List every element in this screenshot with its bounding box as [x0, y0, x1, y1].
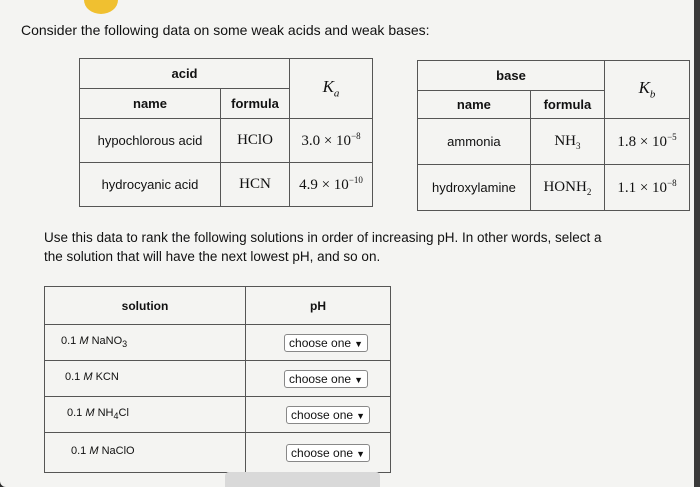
acid-table [79, 58, 373, 207]
instructions-line-1: Use this data to rank the following solutions in order of increasing pH. In other words, select a [44, 230, 602, 245]
ph-cell [246, 361, 391, 397]
base-row-kb: $1.1 \times 10^{-8}$ [605, 165, 690, 211]
chevron-down-icon: ▼ [354, 338, 363, 349]
chevron-down-icon: ▼ [356, 448, 365, 459]
solution-table [44, 286, 391, 473]
acid-col-formula: formula [221, 89, 290, 119]
solution-col-header: solution [45, 287, 246, 325]
base-row-formula: $NH_3$ [530, 119, 604, 165]
intro-text: Consider the following data on some weak acids and weak bases: [21, 22, 430, 38]
bottom-tab [225, 472, 380, 487]
solution-cell: 0.1 M KCN [45, 361, 246, 397]
chevron-down-icon: ▼ [356, 410, 365, 421]
base-table [417, 60, 690, 211]
chevron-badge-icon[interactable] [84, 0, 118, 14]
ph-select[interactable]: choose one ▼ [284, 370, 368, 388]
ph-select[interactable]: choose one ▼ [286, 444, 370, 462]
base-col-formula: formula [530, 91, 604, 119]
table-row [45, 325, 391, 361]
ka-header: $K_a$ [290, 59, 373, 119]
base-group-header: base [418, 61, 605, 91]
chevron-down-icon: ▼ [354, 374, 363, 385]
instructions [44, 228, 700, 266]
base-row-kb: $1.8 \times 10^{-5}$ [605, 119, 690, 165]
table-row [45, 361, 391, 397]
base-row-name: ammonia [418, 119, 531, 165]
base-col-name: name [418, 91, 531, 119]
acid-col-name: name [80, 89, 221, 119]
ph-cell [246, 325, 391, 361]
instructions-line-2: the solution that will have the next lowest pH, and so on. [44, 249, 381, 264]
acid-row-formula: HClO [221, 119, 290, 163]
solution-cell: 0.1 M $NH_4Cl$ [45, 397, 246, 433]
ph-select[interactable]: choose one ▼ [284, 334, 368, 352]
kb-header: $K_b$ [605, 61, 690, 119]
base-row-name: hydroxylamine [418, 165, 531, 211]
right-edge-strip [694, 0, 700, 487]
acid-row-ka: $3.0 \times 10^{-8}$ [290, 119, 373, 163]
solution-cell: 0.1 M NaNO$_3$ [45, 325, 246, 361]
solution-cell: 0.1 M NaClO [45, 433, 246, 473]
acid-row-ka: $4.9 \times 10^{-10}$ [290, 163, 373, 207]
ph-col-header: pH [246, 287, 391, 325]
acid-row-formula: HCN [221, 163, 290, 207]
ph-cell [246, 433, 391, 473]
base-row-formula: $HONH_2$ [530, 165, 604, 211]
acid-row-name: hydrocyanic acid [80, 163, 221, 207]
table-row [45, 433, 391, 473]
ph-select[interactable]: choose one ▼ [286, 406, 370, 424]
table-row [45, 397, 391, 433]
acid-row-name: hypochlorous acid [80, 119, 221, 163]
acid-group-header: acid [80, 59, 290, 89]
ph-cell [246, 397, 391, 433]
